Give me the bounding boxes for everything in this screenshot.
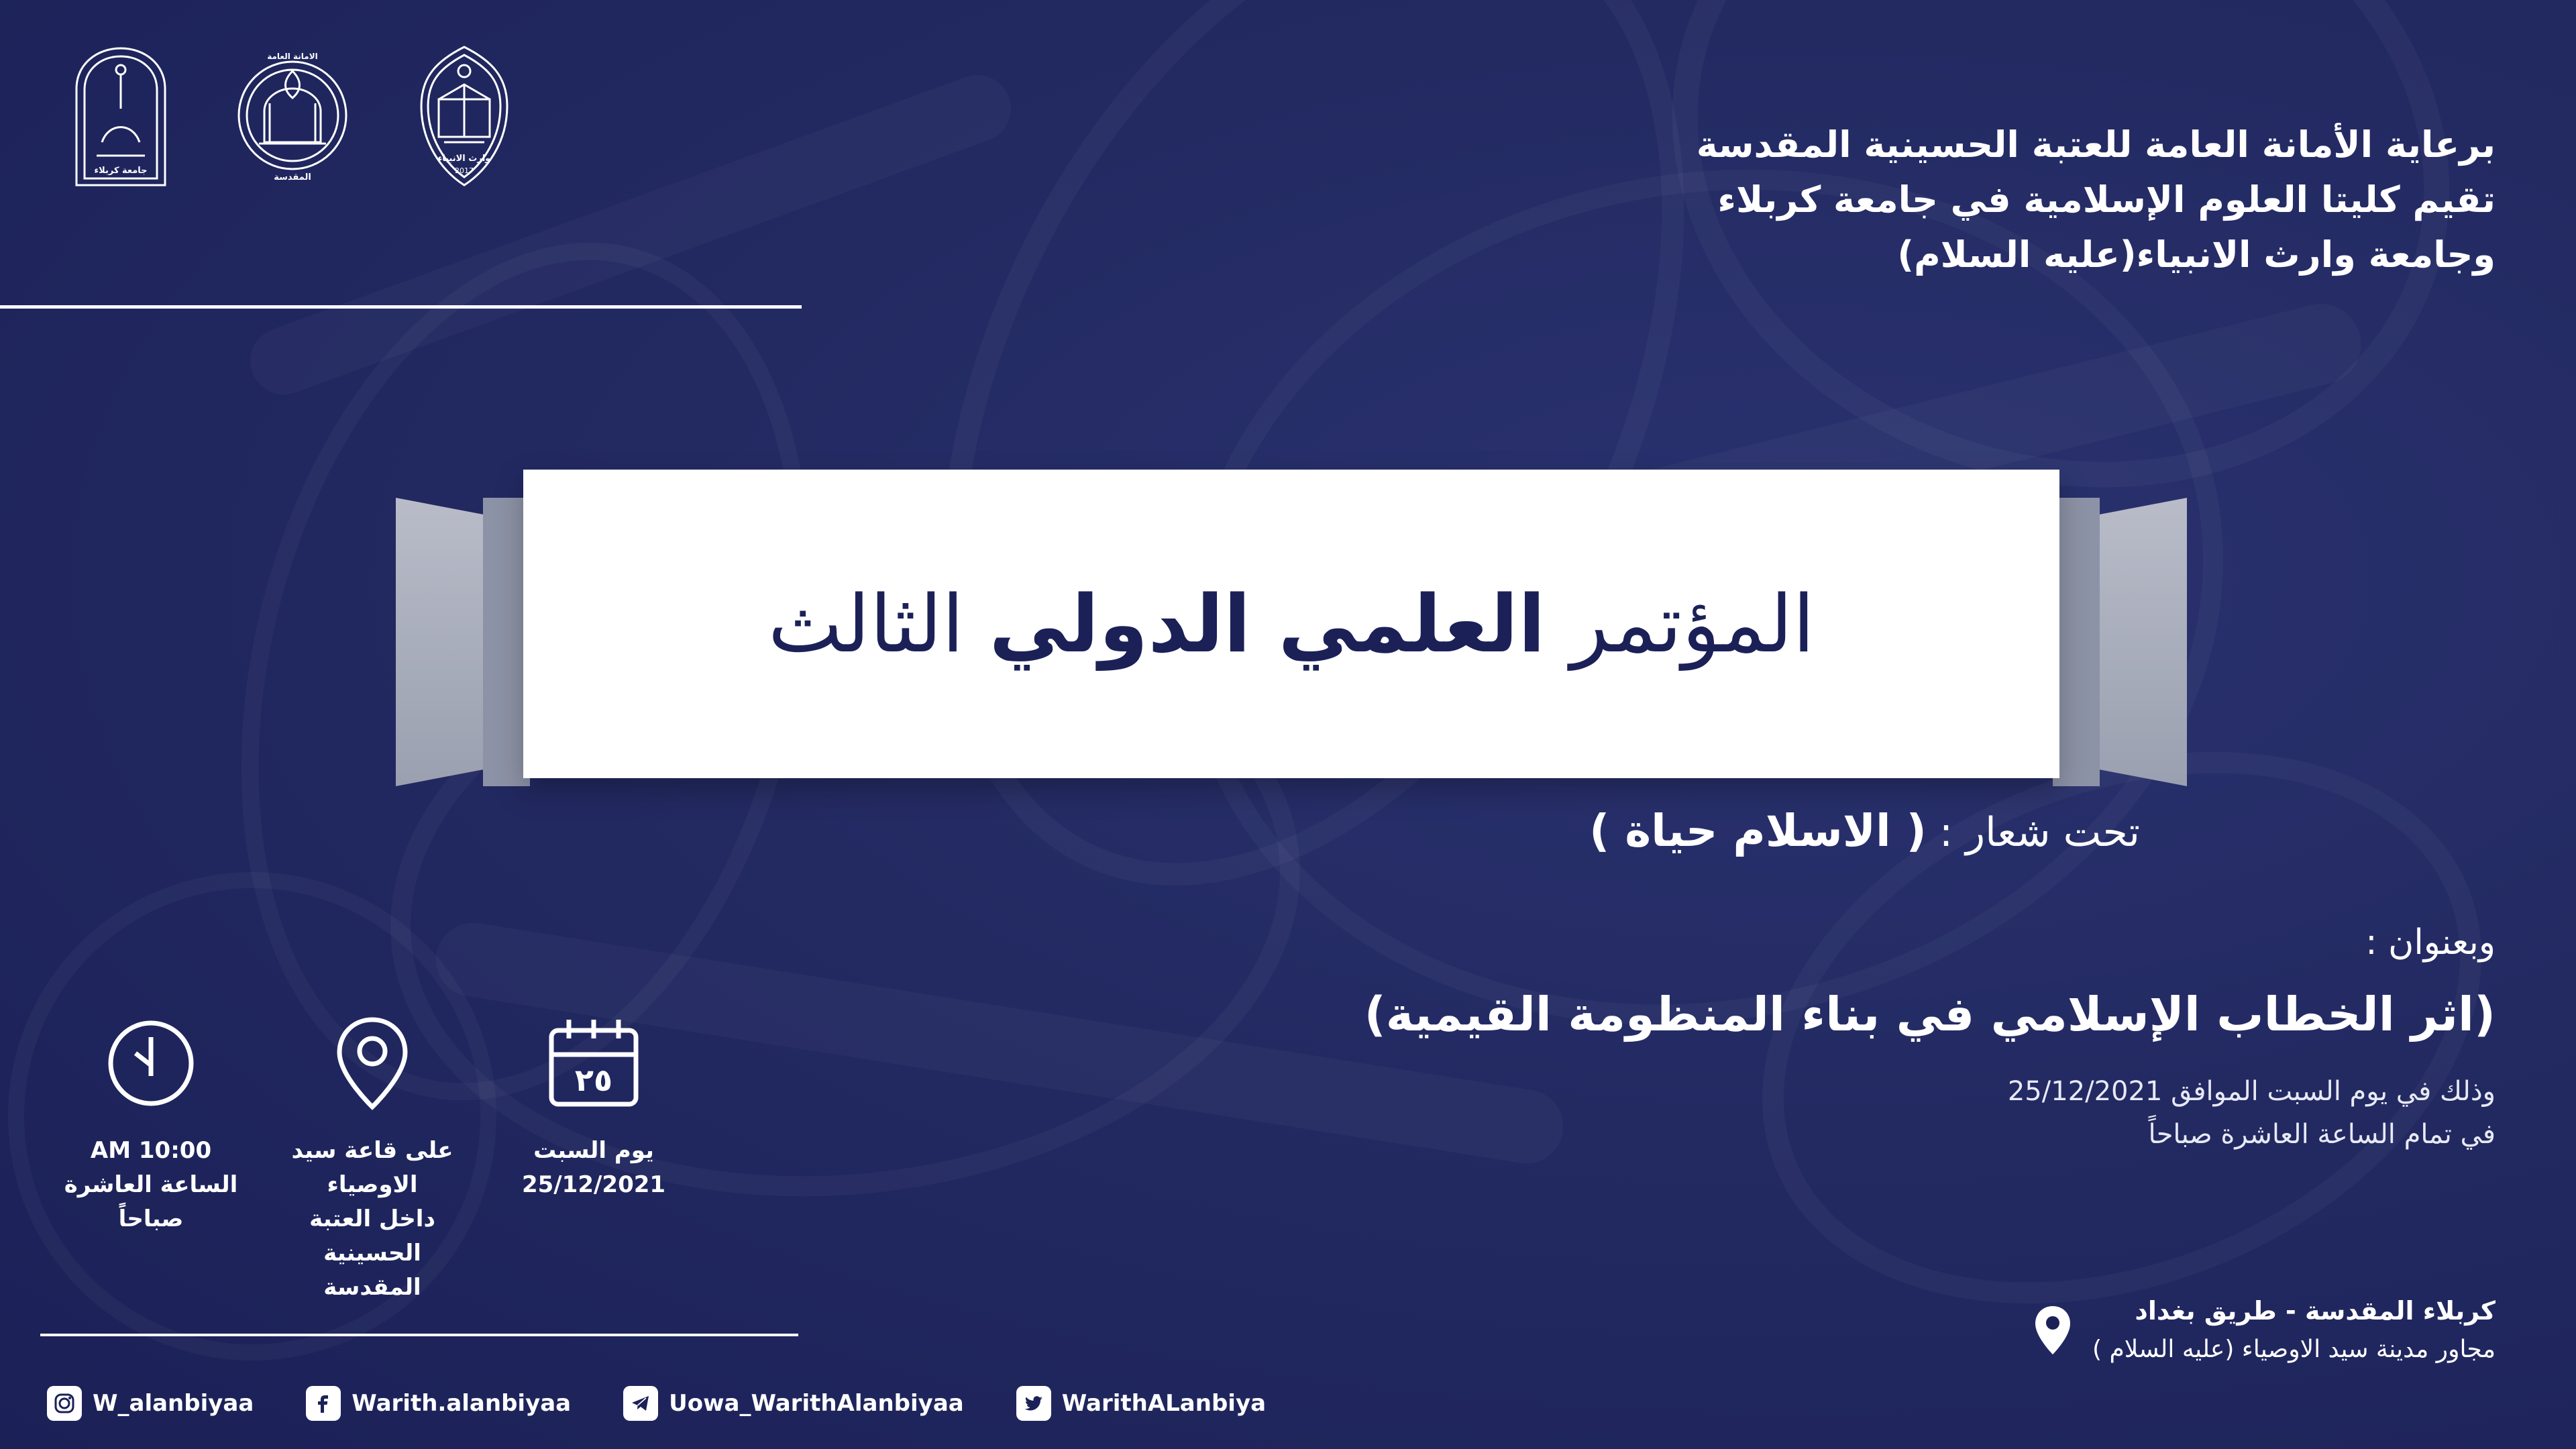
title-emphasis: العلمي الدولي	[989, 578, 1546, 670]
subject-kicker: وبعنوان :	[2365, 922, 2496, 963]
facebook-icon	[306, 1386, 341, 1421]
ribbon-tail-left	[396, 498, 486, 786]
detail-time-text	[40, 1134, 262, 1236]
social-facebook-handle: Warith.alanbiyaa	[352, 1390, 572, 1417]
calendar-day-number: ٢٥	[574, 1062, 613, 1098]
venue-address-text	[2092, 1291, 2496, 1368]
subject-headline: (اثر الخطاب الإسلامي في بناء المنظومة القيمية)	[1364, 987, 2496, 1042]
subject-meta-line-2: في تمام الساعة العاشرة صباحاً	[2148, 1119, 2496, 1150]
detail-time-line-2: الساعة العاشرة صباحاً	[64, 1171, 238, 1232]
social-instagram[interactable]	[47, 1386, 254, 1421]
warith-al-anbiya-university-logo	[397, 42, 531, 196]
social-telegram-handle: Uowa_WarithAlanbiyaa	[669, 1390, 964, 1417]
slogan	[1589, 805, 2140, 857]
detail-venue-text	[262, 1134, 483, 1305]
social-twitter-handle: WarithALanbiya	[1061, 1390, 1267, 1417]
subject-block	[1364, 922, 2496, 1156]
header-credits	[1697, 117, 2496, 282]
svg-text:جامعة كربلاء: جامعة كربلاء	[94, 166, 148, 176]
social-telegram[interactable]	[623, 1386, 964, 1421]
slogan-value: ( الاسلام حياة )	[1589, 805, 1927, 857]
svg-text:وارث الانبياء: وارث الانبياء	[437, 154, 491, 164]
ribbon-panel	[523, 470, 2059, 778]
location-pin-icon	[262, 1000, 483, 1127]
social-facebook[interactable]	[306, 1386, 571, 1421]
social-twitter[interactable]	[1016, 1386, 1266, 1421]
ribbon-tail-right	[2096, 498, 2187, 786]
title-ribbon	[396, 470, 2187, 818]
page-title	[767, 578, 1815, 670]
svg-text:الامانة العامة: الامانة العامة	[267, 52, 318, 61]
detail-date-line-2: 25/12/2021	[521, 1171, 666, 1198]
detail-date-line-1: يوم السبت	[533, 1137, 654, 1164]
clock-icon	[40, 1000, 262, 1127]
ribbon-fold-right	[2053, 498, 2100, 786]
social-instagram-handle: W_alanbiyaa	[93, 1390, 254, 1417]
header-line-2: تقيم كليتا العلوم الإسلامية في جامعة كربلاء	[1717, 178, 2496, 221]
university-of-kerbala-logo	[54, 42, 188, 196]
calendar-icon	[483, 1000, 704, 1127]
instagram-icon	[47, 1386, 82, 1421]
title-prefix: المؤتمر	[1570, 578, 1815, 670]
detail-time-line-1: 10:00 AM	[90, 1137, 212, 1164]
venue-address-line-1: كربلاء المقدسة - طريق بغداد	[2135, 1296, 2496, 1326]
telegram-icon	[623, 1386, 658, 1421]
header-line-1: برعاية الأمانة العامة للعتبة الحسينية المقدسة	[1696, 123, 2496, 166]
event-details-row	[40, 1000, 704, 1305]
holy-hussaini-shrine-logo	[225, 42, 360, 196]
logo-group	[54, 42, 531, 196]
detail-time	[40, 1000, 262, 1305]
svg-text:المقدسة: المقدسة	[274, 172, 311, 182]
slogan-label: تحت شعار :	[1939, 809, 2140, 856]
detail-date	[483, 1000, 704, 1305]
svg-text:2017: 2017	[455, 166, 474, 175]
subject-meta-line-1: وذلك في يوم السبت الموافق 25/12/2021	[2007, 1076, 2496, 1107]
detail-venue	[262, 1000, 483, 1305]
twitter-icon	[1016, 1386, 1051, 1421]
header-divider	[0, 305, 802, 309]
footer-divider	[40, 1334, 798, 1336]
detail-venue-line-1: على قاعة سيد الاوصياء	[291, 1137, 453, 1198]
detail-venue-line-2: داخل العتبة الحسينية	[309, 1205, 435, 1267]
location-pin-icon	[2032, 1304, 2074, 1356]
detail-venue-line-3: المقدسة	[323, 1274, 421, 1301]
header-line-3: وجامعة وارث الانبياء(عليه السلام)	[1897, 233, 2496, 276]
detail-date-text	[483, 1134, 704, 1202]
venue-address	[2032, 1291, 2496, 1368]
social-links	[47, 1386, 1266, 1421]
title-suffix: الثالث	[767, 578, 964, 670]
venue-address-line-2: مجاور مدينة سيد الاوصياء (عليه السلام )	[2092, 1336, 2496, 1364]
